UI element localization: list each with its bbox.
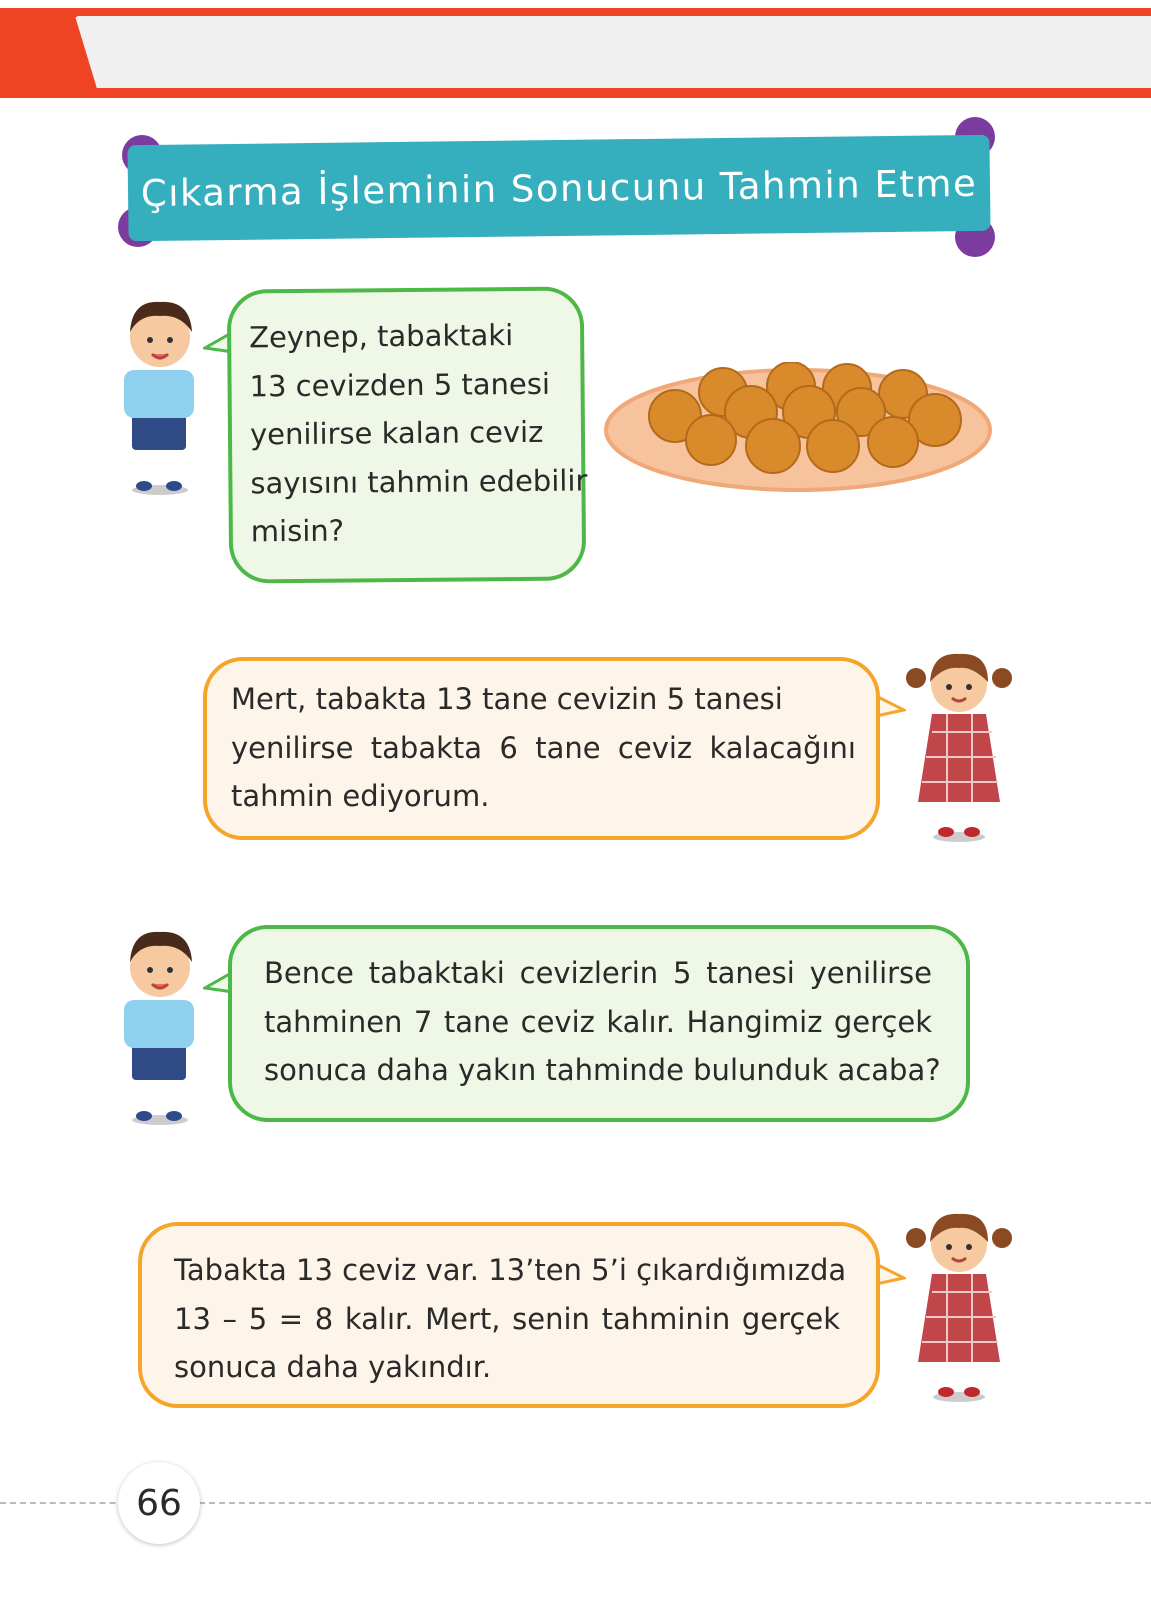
girl-character-icon xyxy=(902,1202,1017,1407)
boy-character-icon xyxy=(110,922,210,1132)
bubble-text-line: 13 – 5 = 8 kalır. Mert, senin tahminin gerçek xyxy=(174,1301,840,1336)
bubble-text-line: Tabakta 13 ceviz var. 13’ten 5’i çıkardığımızda xyxy=(174,1253,847,1287)
bubble-text-line: yenilirse tabakta 6 tane ceviz kalacağını xyxy=(231,730,856,765)
walnut-plate-image xyxy=(603,362,993,502)
header-panel xyxy=(75,16,1151,88)
speech-bubble-girl-answer xyxy=(138,1222,880,1408)
bubble-text-line: sonuca daha yakın tahminde bulunduk acaba? xyxy=(264,1053,941,1087)
page-title: Çıkarma İşleminin Sonucunu Tahmin Etme xyxy=(140,161,978,215)
bubble-text-line: Mert, tabakta 13 tane cevizin 5 tanesi xyxy=(231,682,783,716)
page-number-text: 66 xyxy=(136,1482,182,1524)
bubble-text-line: tahminen 7 tane ceviz kalır. Hangimiz gerçek xyxy=(264,1004,932,1039)
title-banner xyxy=(127,135,990,242)
girl-character-icon xyxy=(902,642,1017,847)
bubble-text-line: tahmin ediyorum. xyxy=(231,779,490,813)
speech-bubble-girl-guess xyxy=(203,657,880,840)
bubble-text-line: Zeynep, tabaktaki xyxy=(248,318,514,355)
page-number xyxy=(118,1462,200,1544)
bubble-text-line: sayısını tahmin edebilir xyxy=(250,462,588,500)
speech-bubble-boy-guess xyxy=(228,925,970,1122)
bubble-text-line: misin? xyxy=(250,513,345,549)
bubble-text-line: Bence tabaktaki cevizlerin 5 tanesi yenilirse xyxy=(264,956,932,990)
bubble-text-line: 13 cevizden 5 tanesi xyxy=(249,366,551,403)
boy-character-icon xyxy=(110,292,210,502)
bubble-text-line: sonuca daha yakındır. xyxy=(174,1350,492,1384)
speech-bubble-boy-question xyxy=(227,286,587,583)
bubble-text-line: yenilirse kalan ceviz xyxy=(249,414,544,452)
